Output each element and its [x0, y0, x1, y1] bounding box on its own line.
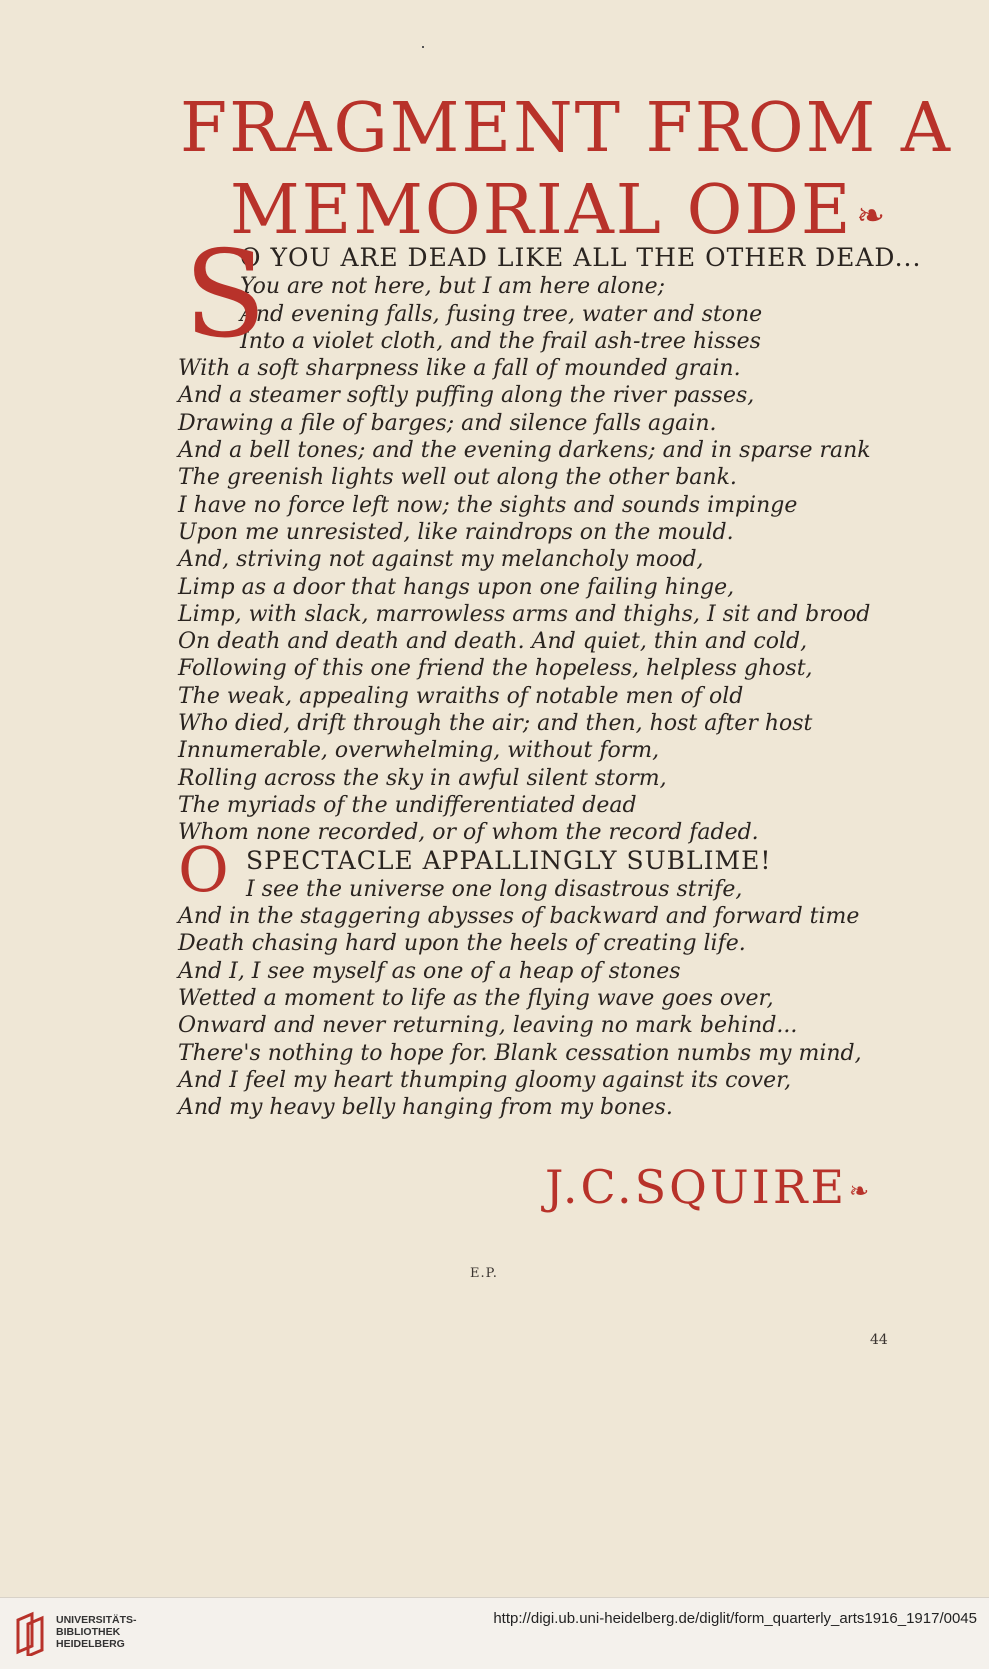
poem-line: On death and death and death. And quiet, thin and cold, — [178, 629, 808, 655]
poem-line: Rolling across the sky in awful silent storm, — [178, 765, 667, 791]
poem-line: And a steamer softly puffing along the river passes, — [178, 383, 755, 409]
poem-line: And in the staggering abysses of backward and forward time — [178, 904, 860, 930]
poem-line: The myriads of the undifferentiated dead — [178, 792, 637, 818]
poem-line: With a soft sharpness like a fall of mounded grain. — [178, 356, 741, 382]
poem-line: Drawing a file of barges; and silence falls again. — [178, 410, 717, 436]
library-name[interactable] — [56, 1614, 137, 1650]
poem-line: You are not here, but I am here alone; — [240, 274, 666, 300]
page-number: 44 — [870, 1332, 888, 1348]
poem-line: Following of this one friend the hopeless, helpless ghost, — [178, 656, 813, 682]
poem-line: And, striving not against my melancholy mood, — [178, 547, 704, 573]
poem-line: Wetted a moment to life as the flying wave goes over, — [178, 986, 774, 1012]
library-name-line-2: BIBLIOTHEK — [56, 1626, 121, 1638]
poem-line: Into a violet cloth, and the frail ash-tree hisses — [240, 328, 761, 354]
drop-cap-o: O — [178, 832, 229, 906]
poem-line: There's nothing to hope for. Blank cessation numbs my mind, — [178, 1040, 862, 1066]
poem-line: Who died, drift through the air; and then, host after host — [178, 711, 813, 737]
poem-line: And evening falls, fusing tree, water and stone — [240, 301, 763, 327]
poem-body — [178, 226, 922, 1122]
poem-line: Death chasing hard upon the heels of creating life. — [178, 931, 746, 957]
poem-line: Limp as a door that hangs upon one failing hinge, — [178, 574, 735, 600]
poem-line: I have no force left now; the sights and sounds impinge — [178, 492, 798, 518]
poem-line: Limp, with slack, marrowless arms and thighs, I sit and brood — [178, 601, 871, 627]
poem-line: And I feel my heart thumping gloomy against its cover, — [178, 1067, 792, 1093]
poem-line: Innumerable, overwhelming, without form, — [178, 738, 660, 764]
library-logo-icon[interactable] — [14, 1610, 48, 1656]
title-line-1: FRAGMENT FROM A — [180, 89, 953, 168]
stanza-1-first-line: O YOU ARE DEAD LIKE ALL THE OTHER DEAD... — [240, 243, 922, 272]
poem-line: Upon me unresisted, like raindrops on the mould. — [178, 519, 734, 545]
poem-line: Whom none recorded, or of whom the record faded. — [178, 820, 759, 846]
title-line-2: MEMORIAL ODE ❧ — [180, 170, 900, 257]
scribe-initials: E.P. — [470, 1266, 498, 1281]
poem-line: And my heavy belly hanging from my bones. — [178, 1095, 673, 1121]
author-signature: J.C.SQUIRE ❧ — [545, 1160, 872, 1214]
stanza-1 — [178, 226, 922, 847]
poem-line: And a bell tones; and the evening darkens; and in sparse rank — [178, 438, 871, 464]
page-speck — [422, 46, 424, 48]
poem-line: The greenish lights well out along the other bank. — [178, 465, 737, 491]
viewer-footer — [0, 1597, 989, 1669]
poem-line: And I, I see myself as one of a heap of stones — [178, 958, 681, 984]
document-url-link[interactable]: http://digi.ub.uni-heidelberg.de/diglit/form_quarterly_arts1916_1917/0045 — [493, 1610, 977, 1627]
library-name-line-3: HEIDELBERG — [56, 1638, 125, 1650]
library-name-line-1: UNIVERSITÄTS- — [56, 1614, 137, 1626]
drop-cap-s: S — [184, 226, 267, 365]
poem-title — [180, 88, 953, 257]
stanza-2-first-line: SPECTACLE APPALLINGLY SUBLIME! — [246, 845, 772, 875]
poem-line: I see the universe one long disastrous strife, — [246, 876, 743, 902]
poem-line: Onward and never returning, leaving no mark behind... — [178, 1013, 798, 1039]
poem-line: The weak, appealing wraiths of notable men of old — [178, 683, 744, 709]
